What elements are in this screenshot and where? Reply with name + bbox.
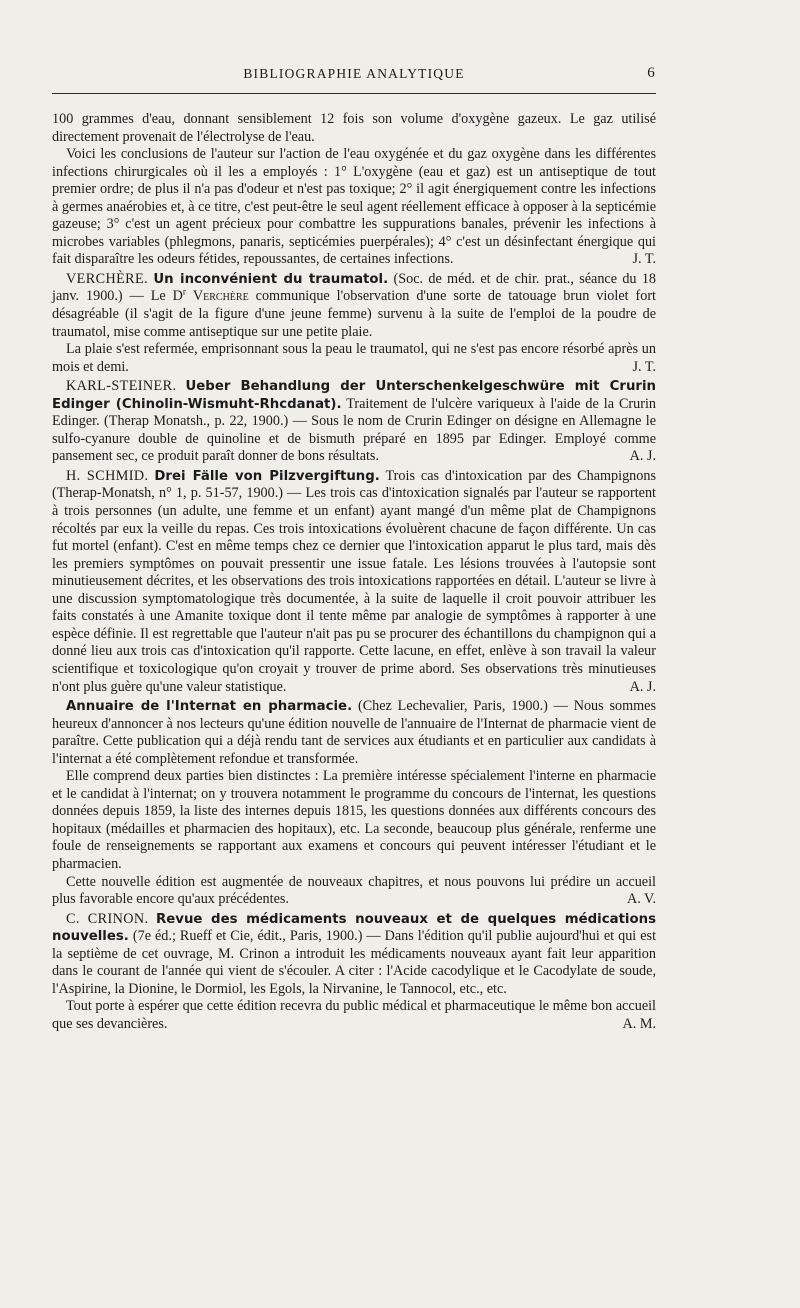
page-number: 6 xyxy=(647,65,656,81)
intro-paragraph: 100 grammes d'eau, donnant sensiblement 12 fois son volume d'oxygène gazeux. Le gaz utilisé directement provenait de l'électrolyse de l'eau. xyxy=(52,111,656,145)
signature: J. T. xyxy=(632,251,656,268)
review-annuaire-p2: Elle comprend deux parties bien distinctes : La première intéresse spécialement l'interne en pharmacie et le candidat à l'internat; on y trouvera notamment le programme du concours de l'internat, les questions données depuis 1859, la liste des internes depuis 1815, les questions données aux différents concours des hopitaux (médailles et pharmacien des hopitaux), etc. La seconde, beaucoup plus générale, renferme une foule de renseignements se rapportant aux examens et concours qui peuvent intéresser l'étudiant et le pharmacien. xyxy=(52,768,656,872)
entry-title: Annuaire de l'Internat en pharmacie. xyxy=(66,699,353,715)
body-text xyxy=(52,111,656,1033)
entry-title: Revue des médicaments nouveaux et de quelques médications nouvelles. xyxy=(52,911,657,945)
signature: A. J. xyxy=(629,448,656,465)
entry-title: Drei Fälle von Pilzvergiftung. xyxy=(154,468,380,484)
conclusions-paragraph: Voici les conclusions de l'auteur sur l'action de l'eau oxygénée et du gaz oxygène dans les différentes infections chirurgicales où il les a employés : 1° L'oxygène (eau et gaz) est un antiseptique de tout premier ordre; de plus il n'a pas d'odeur et n'est pas toxique; 2° il agit énergiquement contre les infections à germes anaérobies et, à ce titre, c'est peut-être le seul agent réellement efficace à opposer à la septicémie gazeuse; 3° c'est un agent précieux pour combattre les suppurations banales, prévenir les infections à microbes variables (phlegmons, panaris, septicémies puerpérales); 4° c'est un désinfectant énergique qui fait disparaître les odeurs fétides, repoussantes, de certaines infections. J. T. xyxy=(52,146,656,268)
signature: J. T. xyxy=(632,358,656,375)
entry-source: (Soc. de méd. et de chir. prat., séance du 18 janv. 1900.) — xyxy=(52,270,657,305)
signature: A. J. xyxy=(629,678,656,695)
review-verchere: VERCHÈRE. Un inconvénient du traumatol. (Soc. de méd. et de chir. prat., séance du 18 janv. 1900.) — Le $D^r$ Verchère communique l'observation d'une sorte de tatouage brun violet fort désagréable (il s'agit de la figure d'une jeune femme) survenu à la suite de l'emploi de la poudre de traumatol, mise comme antiseptique sur une petite plaie. xyxy=(52,270,657,340)
entry-title: Un inconvénient du traumatol. xyxy=(153,271,389,287)
signature: A. M. xyxy=(622,1015,656,1032)
entry-author: KARL-STEINER. xyxy=(66,378,177,395)
header-rule xyxy=(52,93,656,94)
review-schmid: H. SCHMID. Drei Fälle von Pilzvergiftung. Trois cas d'intoxication par des Champignons (Therap-Monatsh, n° 1, p. 51-57, 1900.) — Les trois cas d'intoxication signalés par l'auteur se rapportent à trois personnes (un adulte, une femme et un enfant) ayant mangé d'un même plat de Champignons récoltés par eux la veille du repas. Ces trois intoxications évoluèrent chacune de façon différente. Un cas fut mortel (enfant). C'est en même temps chez ce dernier que l'intoxication apparut le plus tard, mais dès les premiers symptômes on pouvait pressentir une issue fatale. Les lésions trouvées à l'autopsie sont minutieusement décrites, et les observations des trois intoxications rapportées en détail. L'auteur se livre à une discussion symptomatologique très documentée, à la suite de laquelle il croit pouvoir attribuer les faits constatés à une Amanite toxique dont il tente même par analogie de symptômes à rapporter à une espèce définie. Il est regrettable que l'auteur n'ait pas pu se procurer des échantillons du champignon qui a donné lieu aux trois cas d'intoxication qu'il rapporte. Cette lacune, en effet, enlève à son travail la valeur scientifique et toxicologique qu'on croyait y trouver de prime abord. Ses observations très minutieuses n'ont plus guère qu'une valeur statistique. A. J. xyxy=(52,467,656,695)
review-verchere-p2: La plaie s'est refermée, emprisonnant sous la peau le traumatol, qui ne s'est pas encore résorbé après un mois et demi. J. T. xyxy=(52,341,656,375)
entry-author: H. SCHMID. xyxy=(66,467,149,484)
review-crinon-p2: Tout porte à espérer que cette édition recevra du public médical et pharmaceutique le même bon accueil que ses devancières. A. M. xyxy=(52,998,656,1032)
running-header xyxy=(52,62,656,86)
review-annuaire-p3: Cette nouvelle édition est augmentée de nouveaux chapitres, et nous pouvons lui prédire un accueil plus favorable encore qu'aux précédentes. A. V. xyxy=(52,873,656,908)
review-crinon: C. CRINON. Revue des médicaments nouveaux et de quelques médications nouvelles. (7e éd.; Rueff et Cie, édit., Paris, 1900.) — Dans l'édition qu'il publie aujourd'hui et qui est la septième de cet ouvrage, M. Crinon a introduit les médicaments nouveaux ayant fait leur apparition dans le courant de l'année qui vient de s'écouler. A citer : l'Acide cacodylique et le Cacodylate de soude, l'Aspirine, la Dionine, le Dormiol, les Egols, la Nirvanine, le Tannocol, etc., etc. xyxy=(52,910,657,997)
review-annuaire: Annuaire de l'Internat en pharmacie. (Chez Lechevalier, Paris, 1900.) — Nous sommes heureux d'annoncer à nos lecteurs qu'une édition nouvelle de l'annuaire de l'Internat de pharmacie vient de paraître. Cette publication qui a déjà rendu tant de services aux étudiants et en particulier aux candidats à l'internat a été complètement refondue et transformée. xyxy=(52,698,657,767)
review-karl-steiner: KARL-STEINER. Ueber Behandlung der Unterschenkelgeschwüre mit Crurin Edinger (Chinolin-Wismuht-Rhcdanat). Traitement de l'ulcère variqueux à l'aide de la Crurin Edinger. (Therap Monatsh., p. 22, 1900.) — Sous le nom de Crurin Edinger on désigne en Allemagne le sulfo-cyanure double de quinoline et de bismuth préparé en 1895 par Edinger. Employé comme pansement sec, ce produit paraît donner de bons résultats. A. J. xyxy=(52,378,657,465)
entry-author: C. CRINON. xyxy=(66,910,149,927)
entry-author: VERCHÈRE. xyxy=(66,270,149,287)
entry-title: Ueber Behandlung der Unterschenkelgeschwüre mit Crurin Edinger (Chinolin-Wismuht-Rhcdanat). xyxy=(52,379,657,412)
signature: A. V. xyxy=(626,891,656,908)
running-title: BIBLIOGRAPHIE ANALYTIQUE xyxy=(243,66,465,81)
